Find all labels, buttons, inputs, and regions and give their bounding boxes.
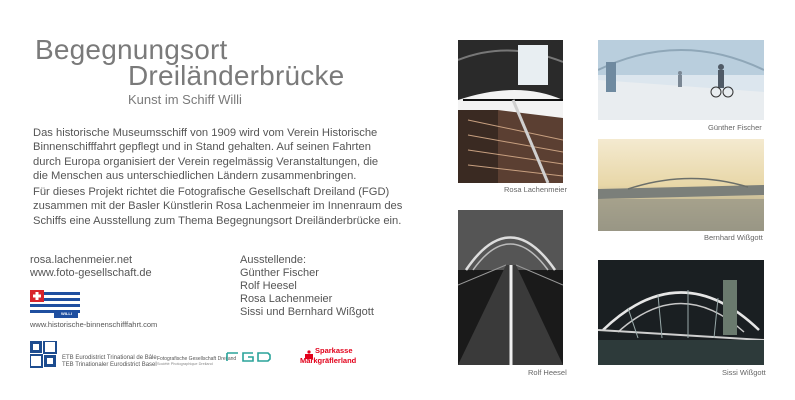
sparkasse-line-1: Sparkasse xyxy=(315,346,353,355)
sparkasse-line-2: Markgräflerland xyxy=(300,356,357,365)
photo-rosa-lachenmeier xyxy=(458,40,563,183)
caption-bernhard: Bernhard Wißgott xyxy=(704,233,763,242)
photo-bernhard-wissgott xyxy=(598,139,764,231)
exhibitor-name: Günther Fischer xyxy=(240,267,319,279)
exhibitor-name: Sissi und Bernhard Wißgott xyxy=(240,306,374,318)
paragraph-1 xyxy=(33,126,378,184)
title-line-1: Begegnungsort xyxy=(35,34,228,65)
paragraph-1-line: Das historische Museumsschiff von 1909 wird vom Verein Historische xyxy=(33,127,378,139)
photo-rolf-heesel xyxy=(458,210,563,365)
fgd-small-text: Société Photographique Dreiland xyxy=(157,362,213,366)
etb-line-1: ETB Eurodistrict Trinational de Bâle xyxy=(62,355,157,361)
photo-guenther-fischer xyxy=(598,40,764,120)
caption-guenther: Günther Fischer xyxy=(708,123,762,132)
etb-line-2: TEB Trinationaler Eurodistrict Basel xyxy=(62,362,157,368)
willi-label: WILLI xyxy=(61,311,72,316)
title-line-2: Dreiländerbrücke xyxy=(128,60,345,91)
subtitle: Kunst im Schiff Willi xyxy=(128,92,242,107)
exhibitors-heading: Ausstellende: xyxy=(240,254,307,266)
fgd-logo-mark xyxy=(226,350,272,362)
fgd-text: Fotografische Gesellschaft Dreiland xyxy=(157,356,237,362)
link-fgd[interactable]: www.foto-gesellschaft.de xyxy=(30,267,152,279)
etb-logo xyxy=(30,341,58,369)
sparkasse-icon xyxy=(305,346,313,355)
paragraph-2-line: Schiffs eine Ausstellung zum Thema Begegnungsort Dreiländerbrücke ein. xyxy=(33,214,402,227)
caption-rosa: Rosa Lachenmeier xyxy=(504,185,567,194)
willi-flag-logo xyxy=(30,290,80,318)
paragraph-1-line: die Menschen aus unterschiedlichen Ländern zusammenbringen. xyxy=(33,170,357,183)
link-rosa[interactable]: rosa.lachenmeier.net xyxy=(30,254,133,266)
paragraph-1-line: Binnenschifffahrt gepflegt und in Stand gehalten. Auf seinen Fahrten xyxy=(33,141,371,154)
link-binnenschiff[interactable]: www.historische-binnenschifffahrt.com xyxy=(30,320,158,329)
paragraph-2-line: Für dieses Projekt richtet die Fotografische Gesellschaft Dreiland (FGD) xyxy=(33,186,390,198)
paragraph-1-line: durch Europa organisiert der Verein regelmässig Veranstaltungen, die xyxy=(33,155,379,168)
exhibitor-name: Rosa Lachenmeier xyxy=(240,293,333,305)
paragraph-2 xyxy=(33,185,402,228)
caption-rolf: Rolf Heesel xyxy=(528,368,567,377)
caption-sissi: Sissi Wißgott xyxy=(722,368,766,377)
paragraph-2-line: zusammen mit der Basler Künstlerin Rosa Lachenmeier im Innenraum des xyxy=(33,200,403,213)
photo-sissi-wissgott xyxy=(598,260,764,365)
exhibitor-name: Rolf Heesel xyxy=(240,280,297,292)
